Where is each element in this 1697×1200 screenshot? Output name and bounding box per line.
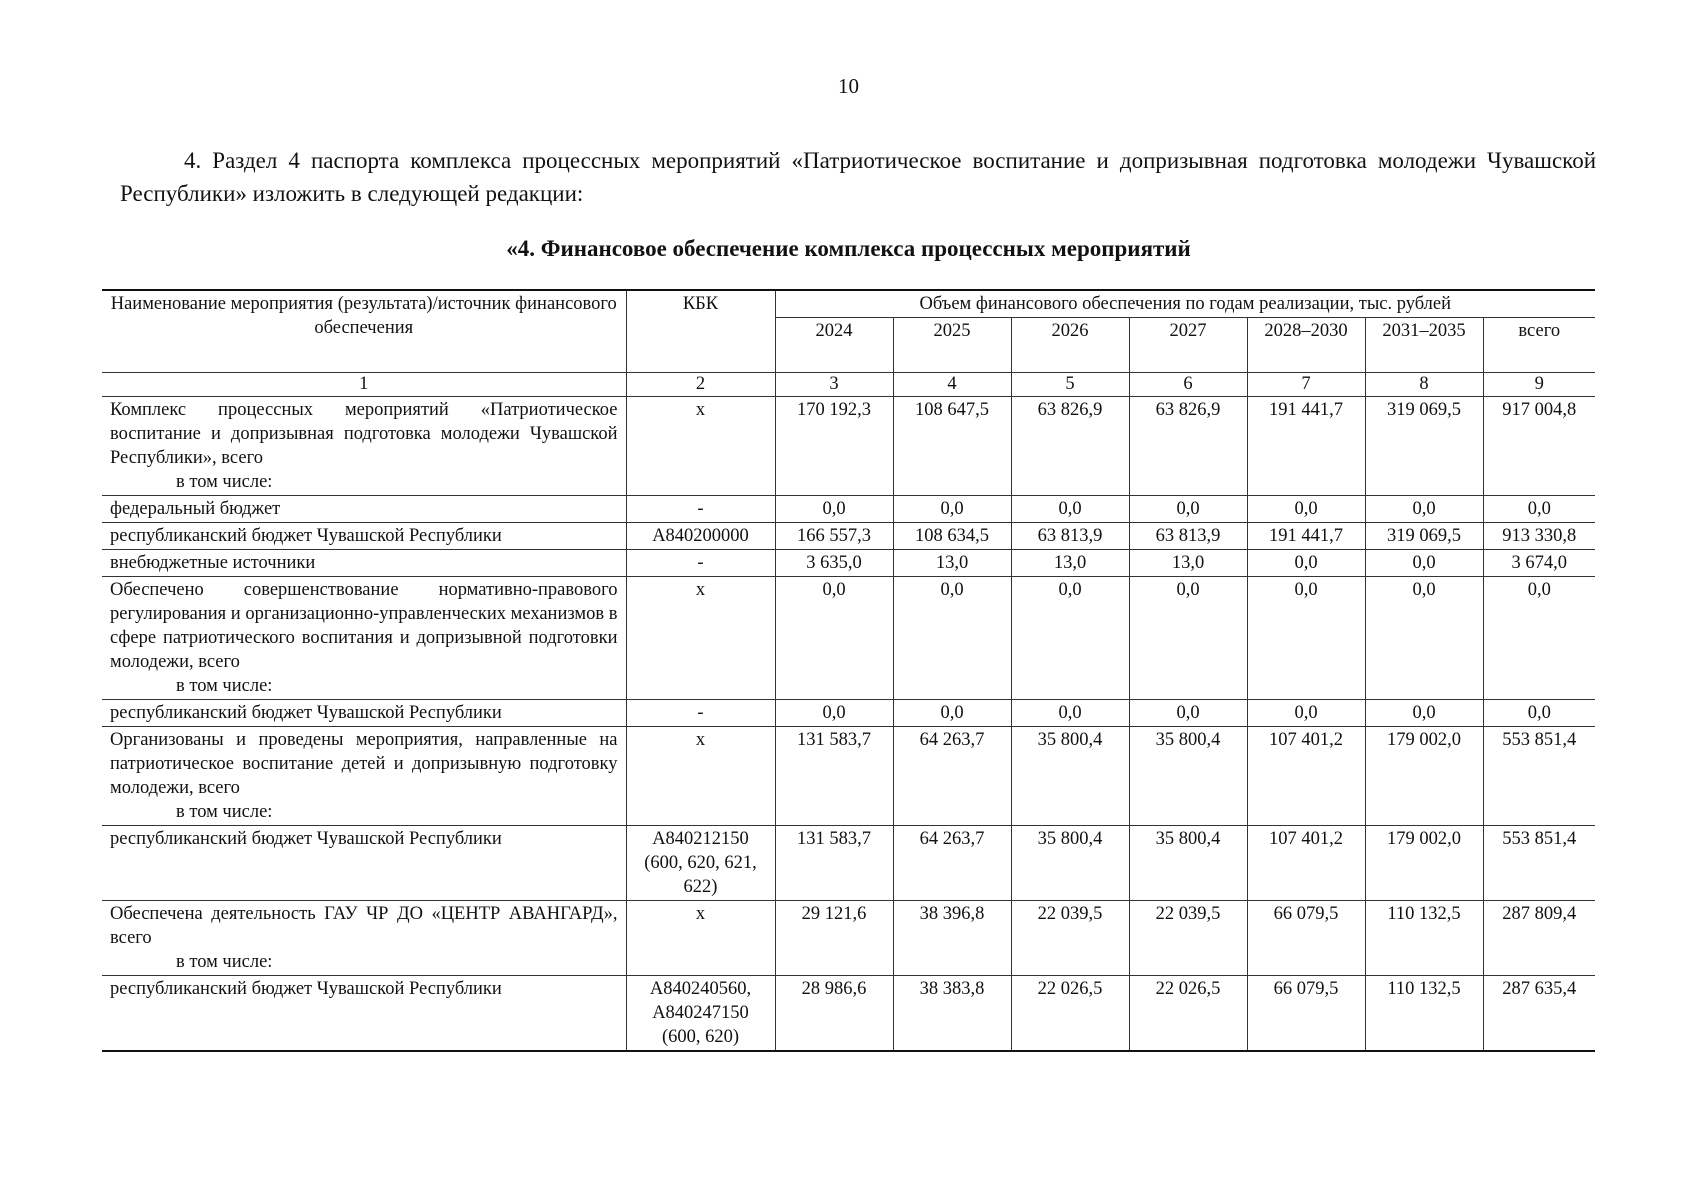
row-year-value: 35 800,4 (1129, 727, 1247, 826)
row-year-value: 108 634,5 (893, 523, 1011, 550)
table-body (102, 397, 1595, 1052)
row-year-value: 131 583,7 (775, 727, 893, 826)
row-year-value: 0,0 (1365, 700, 1483, 727)
row-kbk: х (626, 901, 775, 976)
row-name: республиканский бюджет Чувашской Республики (110, 526, 502, 546)
row-year-value: 0,0 (893, 496, 1011, 523)
row-year-value: 0,0 (1247, 700, 1365, 727)
row-kbk: А840212150 (600, 620, 621, 622) (626, 826, 775, 901)
row-year-value: 170 192,3 (775, 397, 893, 496)
row-kbk: х (626, 577, 775, 700)
row-year-value: 0,0 (775, 496, 893, 523)
row-name-cell (102, 727, 626, 826)
row-year-value: 64 263,7 (893, 727, 1011, 826)
row-year-value: 0,0 (1129, 496, 1247, 523)
row-name-cell (102, 496, 626, 523)
row-name-cell (102, 976, 626, 1052)
row-year-value: 319 069,5 (1365, 523, 1483, 550)
row-year-value: 0,0 (893, 700, 1011, 727)
header-year: 2028–2030 (1247, 318, 1365, 373)
row-year-value: 191 441,7 (1247, 523, 1365, 550)
row-year-value: 110 132,5 (1365, 976, 1483, 1052)
row-year-value: 0,0 (1365, 550, 1483, 577)
table-row (102, 901, 1595, 976)
header-year: 2026 (1011, 318, 1129, 373)
row-name-cell (102, 826, 626, 901)
row-total-value: 3 674,0 (1483, 550, 1595, 577)
row-year-value: 22 039,5 (1129, 901, 1247, 976)
row-kbk: А840240560, А840247150 (600, 620) (626, 976, 775, 1052)
table-row (102, 976, 1595, 1052)
row-name-cell (102, 523, 626, 550)
intro-paragraph: 4. Раздел 4 паспорта комплекса процессных мероприятий «Патриотическое воспитание и допризывная подготовка молодежи Чувашской Республики» изложить в следующей редакции: (120, 148, 1596, 206)
row-year-value: 35 800,4 (1011, 727, 1129, 826)
header-year: 2024 (775, 318, 893, 373)
row-year-value: 0,0 (893, 577, 1011, 700)
row-name-cell (102, 901, 626, 976)
row-total-value: 287 809,4 (1483, 901, 1595, 976)
row-year-value: 63 826,9 (1129, 397, 1247, 496)
row-year-value: 63 813,9 (1129, 523, 1247, 550)
row-year-value: 0,0 (775, 577, 893, 700)
header-year: 2027 (1129, 318, 1247, 373)
row-year-value: 107 401,2 (1247, 727, 1365, 826)
row-year-value: 0,0 (1247, 577, 1365, 700)
column-number: 9 (1483, 373, 1595, 397)
row-year-value: 0,0 (1247, 550, 1365, 577)
row-year-value: 13,0 (1129, 550, 1247, 577)
row-year-value: 179 002,0 (1365, 727, 1483, 826)
table-row (102, 550, 1595, 577)
row-name: республиканский бюджет Чувашской Республики (110, 979, 502, 999)
row-kbk: А840200000 (626, 523, 775, 550)
row-subnote: в том числе: (176, 472, 273, 492)
header-kbk: КБК (626, 290, 775, 373)
row-year-value: 35 800,4 (1129, 826, 1247, 901)
row-total-value: 287 635,4 (1483, 976, 1595, 1052)
row-kbk: х (626, 727, 775, 826)
table-row (102, 700, 1595, 727)
table-row (102, 496, 1595, 523)
table-row (102, 577, 1595, 700)
row-year-value: 0,0 (1247, 496, 1365, 523)
row-year-value: 110 132,5 (1365, 901, 1483, 976)
header-year: 2025 (893, 318, 1011, 373)
row-subnote: в том числе: (176, 802, 273, 822)
column-number: 7 (1247, 373, 1365, 397)
row-name-cell (102, 550, 626, 577)
row-year-value: 0,0 (1365, 496, 1483, 523)
row-year-value: 0,0 (1365, 577, 1483, 700)
row-year-value: 66 079,5 (1247, 901, 1365, 976)
table-row (102, 826, 1595, 901)
row-year-value: 13,0 (1011, 550, 1129, 577)
column-number: 4 (893, 373, 1011, 397)
column-number: 6 (1129, 373, 1247, 397)
row-year-value: 29 121,6 (775, 901, 893, 976)
row-name: Обеспечено совершенствование нормативно-правового регулирования и организационно-управленческих механизмов в сфере патриотического воспитания и допризывной подготовки молодежи, всего (110, 580, 618, 672)
table-row (102, 397, 1595, 496)
row-year-value: 166 557,3 (775, 523, 893, 550)
column-number: 5 (1011, 373, 1129, 397)
row-year-value: 319 069,5 (1365, 397, 1483, 496)
row-year-value: 0,0 (1129, 700, 1247, 727)
row-year-value: 38 383,8 (893, 976, 1011, 1052)
column-number: 2 (626, 373, 775, 397)
row-total-value: 917 004,8 (1483, 397, 1595, 496)
row-total-value: 553 851,4 (1483, 727, 1595, 826)
row-year-value: 108 647,5 (893, 397, 1011, 496)
row-year-value: 0,0 (775, 700, 893, 727)
row-year-value: 3 635,0 (775, 550, 893, 577)
column-number: 8 (1365, 373, 1483, 397)
column-number: 1 (102, 373, 626, 397)
row-kbk: х (626, 397, 775, 496)
financing-table (102, 289, 1595, 1052)
row-year-value: 13,0 (893, 550, 1011, 577)
page-number: 10 (838, 74, 859, 98)
row-name-cell (102, 577, 626, 700)
table-row (102, 523, 1595, 550)
row-year-value: 22 039,5 (1011, 901, 1129, 976)
row-year-value: 131 583,7 (775, 826, 893, 901)
row-year-value: 64 263,7 (893, 826, 1011, 901)
row-name: республиканский бюджет Чувашской Республики (110, 703, 502, 723)
row-name-cell (102, 700, 626, 727)
row-year-value: 63 826,9 (1011, 397, 1129, 496)
row-kbk: - (626, 550, 775, 577)
header-name: Наименование мероприятия (результата)/источник финансового обеспечения (102, 290, 626, 373)
row-year-value: 0,0 (1011, 496, 1129, 523)
row-year-value: 0,0 (1011, 577, 1129, 700)
section-title: «4. Финансовое обеспечение комплекса процессных мероприятий (506, 236, 1191, 261)
header-volume: Объем финансового обеспечения по годам реализации, тыс. рублей (775, 290, 1595, 318)
row-total-value: 913 330,8 (1483, 523, 1595, 550)
column-number: 3 (775, 373, 893, 397)
row-kbk: - (626, 700, 775, 727)
row-total-value: 553 851,4 (1483, 826, 1595, 901)
row-year-value: 191 441,7 (1247, 397, 1365, 496)
row-year-value: 63 813,9 (1011, 523, 1129, 550)
row-name: Обеспечена деятельность ГАУ ЧР ДО «ЦЕНТР АВАНГАРД», всего (110, 904, 618, 948)
row-year-value: 66 079,5 (1247, 976, 1365, 1052)
row-year-value: 0,0 (1011, 700, 1129, 727)
row-year-value: 35 800,4 (1011, 826, 1129, 901)
row-year-value: 28 986,6 (775, 976, 893, 1052)
row-name: внебюджетные источники (110, 553, 316, 573)
row-total-value: 0,0 (1483, 700, 1595, 727)
row-year-value: 0,0 (1129, 577, 1247, 700)
row-year-value: 107 401,2 (1247, 826, 1365, 901)
row-name-cell (102, 397, 626, 496)
row-year-value: 22 026,5 (1011, 976, 1129, 1052)
row-subnote: в том числе: (176, 676, 273, 696)
header-total: всего (1483, 318, 1595, 373)
row-total-value: 0,0 (1483, 496, 1595, 523)
column-numbers-row (102, 373, 1595, 397)
row-name: Организованы и проведены мероприятия, направленные на патриотическое воспитание детей и допризывную подготовку молодежи, всего (110, 730, 618, 798)
header-year: 2031–2035 (1365, 318, 1483, 373)
row-name: федеральный бюджет (110, 499, 281, 519)
row-kbk: - (626, 496, 775, 523)
row-total-value: 0,0 (1483, 577, 1595, 700)
table-row (102, 727, 1595, 826)
row-year-value: 38 396,8 (893, 901, 1011, 976)
row-name: Комплекс процессных мероприятий «Патриотическое воспитание и допризывная подготовка молодежи Чувашской Республики», всего (110, 400, 618, 468)
row-year-value: 22 026,5 (1129, 976, 1247, 1052)
row-year-value: 179 002,0 (1365, 826, 1483, 901)
row-name: республиканский бюджет Чувашской Республики (110, 829, 502, 849)
row-subnote: в том числе: (176, 952, 273, 972)
